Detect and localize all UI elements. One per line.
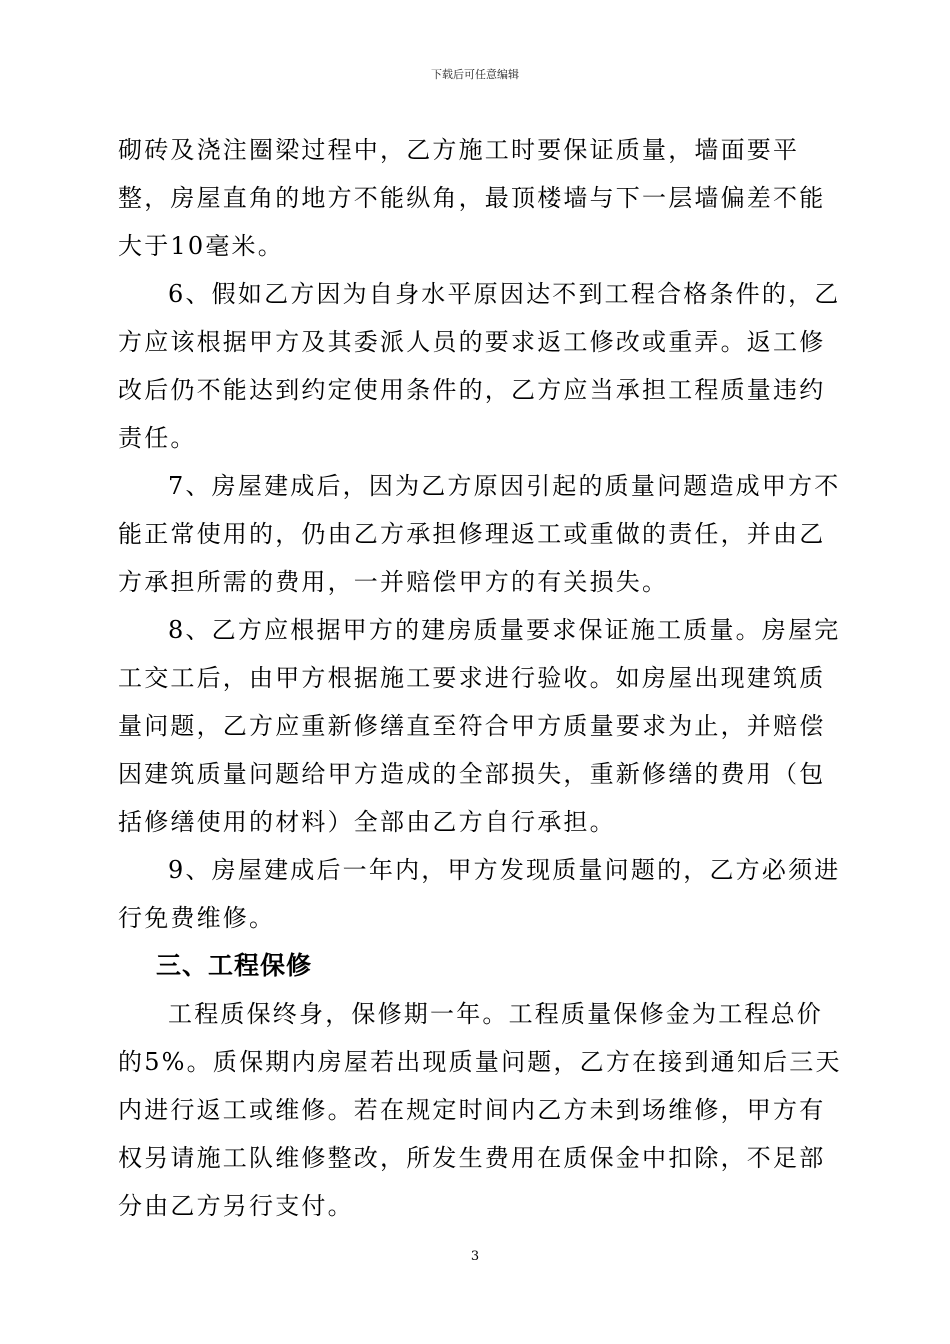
document-body	[118, 126, 842, 1230]
paragraph-continuation: 砌砖及浇注圈梁过程中，乙方施工时要保证质量，墙面要平整，房屋直角的地方不能纵角，最顶楼墙与下一层墙偏差不能大于10毫米。	[118, 136, 826, 260]
section-paragraph: 工程质保终身，保修期一年。工程质量保修金为工程总价的5%。质保期内房屋若出现质量问题，乙方在接到通知后三天内进行返工或维修。若在规定时间内乙方未到场维修，甲方有权另请施工队维修整改，所发生费用在质保金中扣除，不足部分由乙方另行支付。	[118, 1000, 842, 1220]
clause-6: 6、假如乙方因为自身水平原因达不到工程合格条件的，乙方应该根据甲方及其委派人员的要求返工修改或重弄。返工修改后仍不能达到约定使用条件的，乙方应当承担工程质量违约责任。	[118, 280, 841, 452]
page-number: 3	[470, 1249, 480, 1264]
page-header: 下载后可任意编辑	[431, 68, 519, 81]
section-heading: 三、工程保修	[156, 951, 313, 980]
clause-7: 7、房屋建成后，因为乙方原因引起的质量问题造成甲方不能正常使用的，仍由乙方承担修理返工或重做的责任，并由乙方承担所需的费用，一并赔偿甲方的有关损失。	[118, 472, 841, 596]
clause-8: 8、乙方应根据甲方的建房质量要求保证施工质量。房屋完工交工后，由甲方根据施工要求进行验收。如房屋出现建筑质量问题，乙方应重新修缮直至符合甲方质量要求为止，并赔偿因建筑质量问题给甲方造成的全部损失，重新修缮的费用（包括修缮使用的材料）全部由乙方自行承担。	[118, 616, 841, 836]
clause-9: 9、房屋建成后一年内，甲方发现质量问题的，乙方必须进行免费维修。	[118, 856, 841, 932]
